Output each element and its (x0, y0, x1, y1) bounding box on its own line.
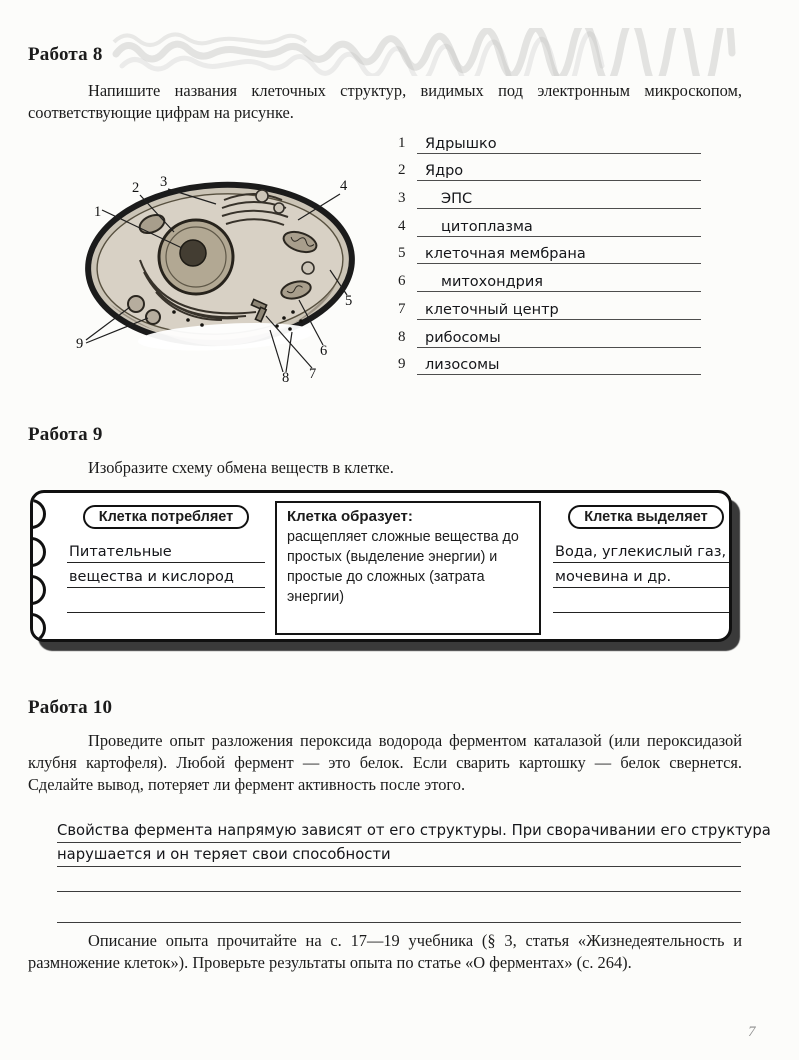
answer-row-6 (398, 264, 701, 292)
handwritten-answer: митохондрия (441, 274, 543, 291)
answer-number: 4 (398, 217, 406, 234)
produces-text: расщепляет сложные вещества до простых (выделение энергии) и простые до сложных (затрата энергии) (287, 529, 519, 606)
figure-number-8: 8 (282, 370, 290, 386)
work8-title: Работа 8 (28, 44, 103, 65)
answer-number: 9 (398, 356, 406, 373)
excretes-label: Клетка выделяет (568, 505, 723, 529)
answer-number: 3 (398, 190, 406, 207)
answer-row-4 (398, 209, 701, 237)
answer-blank-line (57, 899, 741, 924)
figure-number-9: 9 (76, 336, 84, 352)
page-number: 7 (748, 1024, 756, 1040)
answer-blank-line (417, 348, 701, 376)
figure-number-6: 6 (320, 343, 328, 359)
answer-blank-line (553, 588, 732, 613)
produces-box (275, 501, 541, 635)
figure-number-2: 2 (132, 180, 140, 196)
answer-blank-line (417, 154, 701, 182)
consumes-column (67, 505, 265, 613)
answer-row-9 (398, 348, 701, 376)
handwritten-answer: цитоплазма (441, 218, 533, 235)
answer-blank-line (417, 237, 701, 265)
figure-number-1: 1 (94, 204, 102, 220)
figure-number-7: 7 (309, 366, 317, 382)
produces-label: Клетка образует: (287, 508, 413, 525)
figure-number-4: 4 (340, 178, 348, 194)
answer-number: 2 (398, 162, 406, 179)
answer-blank-line (67, 563, 265, 588)
handwritten-answer: нарушается и он теряет свои способности (57, 846, 391, 863)
work10-title: Работа 10 (28, 697, 113, 718)
torn-edge-notch (30, 499, 46, 529)
work8-answer-list (398, 126, 701, 375)
handwritten-answer: Ядрышко (425, 135, 497, 152)
answer-blank-line (417, 126, 701, 154)
answer-blank-line (417, 181, 701, 209)
answer-row-2 (398, 154, 701, 182)
figure-number-5: 5 (345, 293, 353, 309)
handwritten-answer: Вода, углекислый газ, (555, 544, 727, 560)
work8-task-text: Напишите названия клеточных структур, видимых под электронным микроскопом, соответствующие цифрам на рисунке. (28, 81, 742, 122)
answer-number: 8 (398, 328, 406, 345)
answer-blank-line (553, 563, 732, 588)
metabolism-scheme-card (30, 490, 732, 642)
handwritten-answer: рибосомы (425, 329, 501, 346)
answer-blank-line (553, 538, 732, 563)
figure-number-3: 3 (160, 174, 168, 190)
answer-row-1 (398, 126, 701, 154)
handwritten-answer: вещества и кислород (69, 569, 234, 585)
work10-answer-lines (57, 818, 771, 923)
handwritten-answer: Свойства фермента напрямую зависят от его структуры. При сворачивании его структура (57, 821, 771, 839)
answer-blank-line (57, 818, 771, 843)
handwritten-answer: Питательные (69, 544, 172, 560)
consumes-label: Клетка потребляет (83, 505, 250, 529)
answer-number: 1 (398, 134, 406, 151)
nucleolus (180, 240, 206, 266)
answer-row-7 (398, 292, 701, 320)
answer-number: 6 (398, 273, 406, 290)
handwritten-answer: Ядро (425, 163, 464, 180)
torn-edge-notch (30, 575, 46, 605)
answer-row-3 (398, 181, 701, 209)
answer-blank-line (417, 292, 701, 320)
erased-pencil-smudge (112, 28, 740, 76)
handwritten-answer: клеточная мембрана (425, 246, 586, 263)
work10-task-text: Проведите опыт разложения пероксида водорода ферментом каталазой (или пероксидазой клубня картофеля). Любой фермент — это белок. Если сварить картошку — белок свернется. Сделайте вывод, потеряет ли фермент активность после этого. (28, 731, 742, 794)
torn-edge-notch (30, 537, 46, 567)
answer-number: 7 (398, 300, 406, 317)
answer-blank-line (57, 867, 741, 892)
work9-title: Работа 9 (28, 424, 103, 445)
torn-edge-notch (30, 613, 46, 642)
answer-blank-line (67, 588, 265, 613)
answer-blank-line (417, 264, 701, 292)
handwritten-answer: мочевина и др. (555, 569, 672, 585)
work9-task-text: Изобразите схему обмена веществ в клетке. (88, 458, 394, 477)
handwritten-answer: клеточный центр (425, 301, 559, 318)
answer-blank-line (67, 538, 265, 563)
handwritten-answer: ЭПС (441, 191, 473, 208)
answer-blank-line (417, 209, 701, 237)
work10-note-text: Описание опыта прочитайте на с. 17—19 учебника (§ 3, статья «Жизнедеятельность и размножение клеток»). Проверьте результаты опыта по статье «О ферментах» (с. 264). (28, 931, 742, 972)
handwritten-answer: лизосомы (425, 357, 500, 374)
answer-blank-line (417, 320, 701, 348)
answer-blank-line (57, 843, 741, 868)
answer-number: 5 (398, 245, 406, 262)
excretes-column (553, 505, 732, 613)
cell-figure (46, 140, 400, 392)
answer-row-8 (398, 320, 701, 348)
answer-row-5 (398, 237, 701, 265)
nucleus (159, 220, 233, 294)
